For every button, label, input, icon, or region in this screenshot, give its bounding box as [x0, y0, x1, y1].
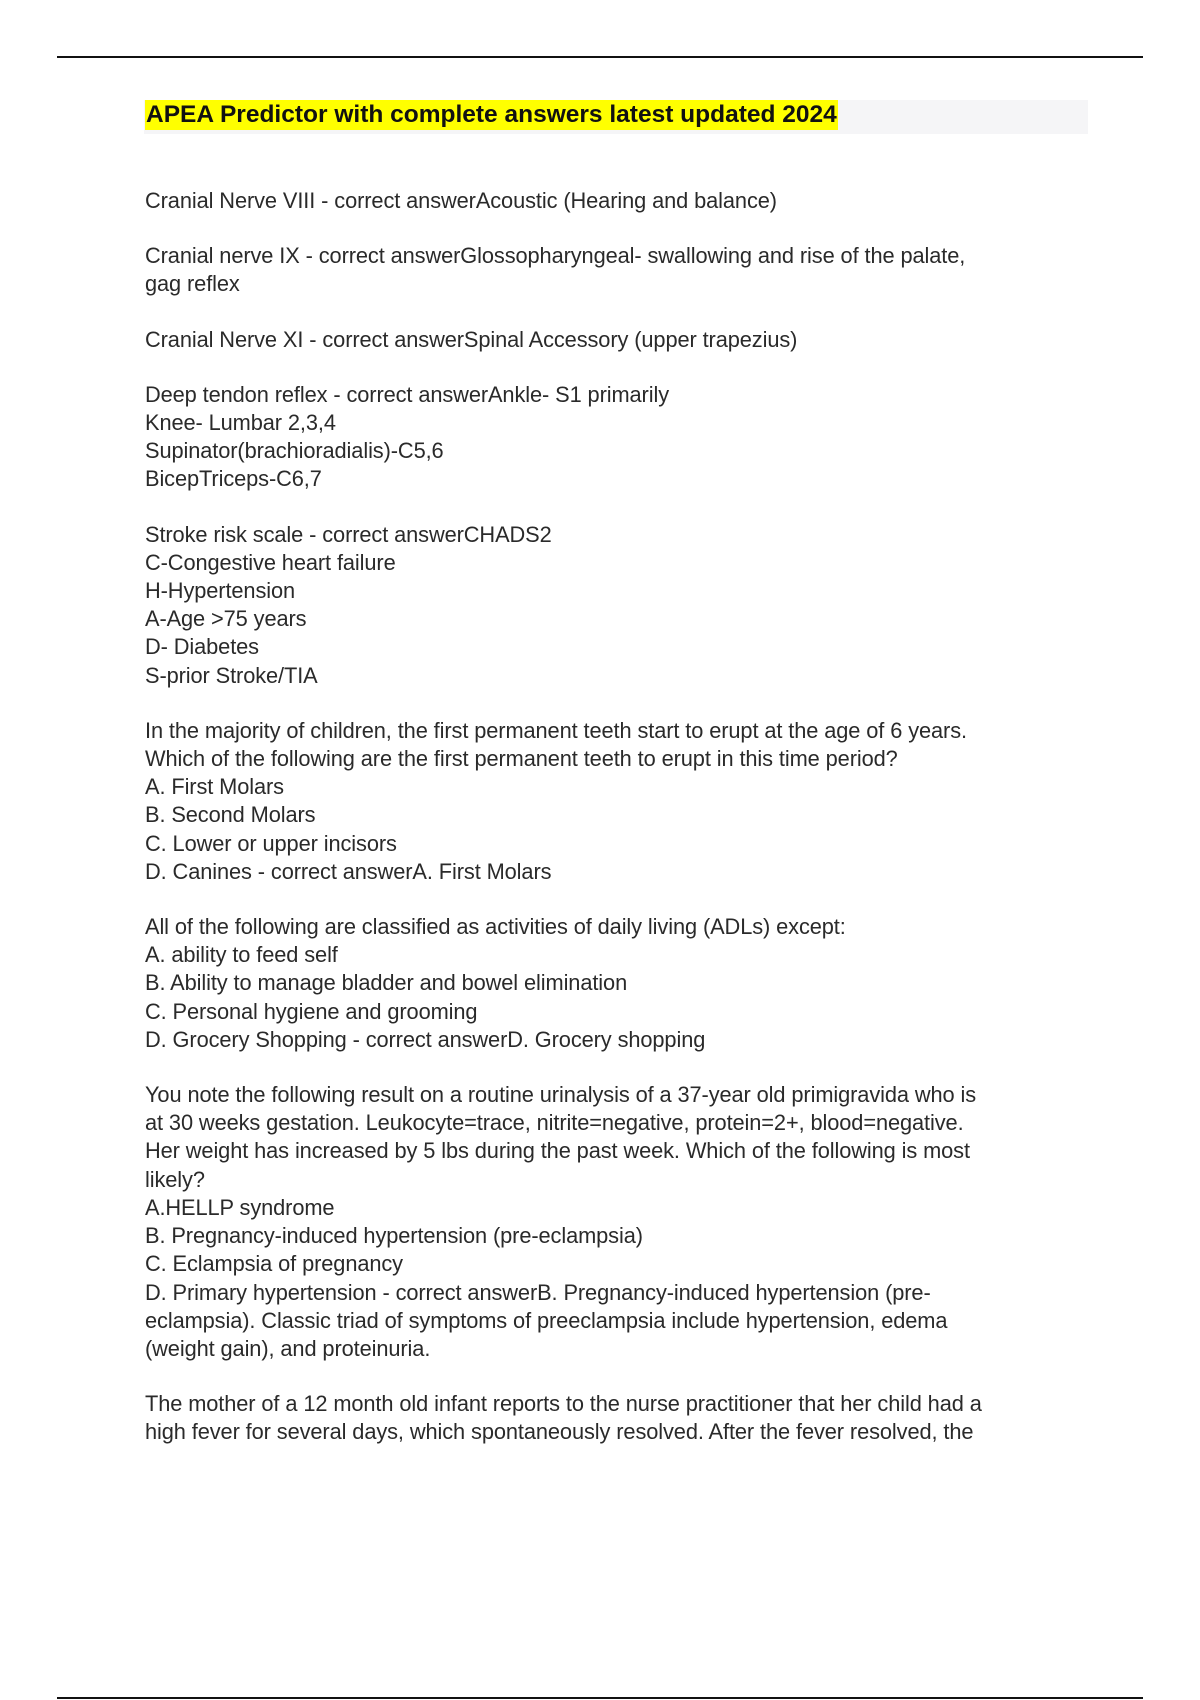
text-line: You note the following result on a routine urinalysis of a 37-year old primigravida who is — [145, 1082, 977, 1108]
text-line: gag reflex — [145, 271, 240, 297]
answer-option: D. Canines - correct answerA. First Molars — [145, 858, 552, 884]
text-line: C-Congestive heart failure — [145, 549, 396, 575]
text-line: In the majority of children, the first permanent teeth start to erupt at the age of 6 years. — [145, 717, 967, 743]
text-line: Cranial nerve IX - correct answerGlossopharyngeal- swallowing and rise of the palate, — [145, 243, 966, 269]
qa-entry-infant-fever — [145, 1390, 1095, 1446]
qa-entry-deep-tendon-reflex — [145, 381, 1095, 494]
answer-option: A. First Molars — [145, 774, 284, 800]
answer-option: B. Ability to manage bladder and bowel elimination — [145, 970, 628, 996]
qa-entry-urinalysis — [145, 1081, 1095, 1363]
qa-entry-stroke-risk-scale — [145, 521, 1095, 690]
text-line: Cranial Nerve VIII - correct answerAcoustic (Hearing and balance) — [145, 188, 777, 213]
text-line: (weight gain), and proteinuria. — [145, 1335, 431, 1361]
answer-option: D. Grocery Shopping - correct answerD. Grocery shopping — [145, 1026, 706, 1052]
answer-option: C. Lower or upper incisors — [145, 830, 397, 856]
qa-entry-cranial-nerve-ix — [145, 242, 1095, 298]
text-line: A-Age >75 years — [145, 606, 307, 632]
text-line: The mother of a 12 month old infant reports to the nurse practitioner that her child had a — [145, 1391, 982, 1417]
qa-entry-cranial-nerve-xi — [145, 326, 1095, 354]
text-line: Which of the following are the first permanent teeth to erupt in this time period? — [145, 746, 898, 772]
answer-option: B. Second Molars — [145, 802, 316, 828]
answer-option: D. Primary hypertension - correct answerB. Pregnancy-induced hypertension (pre- — [145, 1279, 931, 1305]
text-line: Her weight has increased by 5 lbs during the past week. Which of the following is most — [145, 1138, 970, 1164]
text-line: D- Diabetes — [145, 634, 259, 660]
text-line: Knee- Lumbar 2,3,4 — [145, 410, 336, 436]
text-line: eclampsia). Classic triad of symptoms of preeclampsia include hypertension, edema — [145, 1307, 948, 1333]
answer-option: A.HELLP syndrome — [145, 1194, 335, 1220]
qa-entry-adls — [145, 913, 1095, 1054]
text-line: S-prior Stroke/TIA — [145, 662, 318, 688]
text-line: Deep tendon reflex - correct answerAnkle- S1 primarily — [145, 381, 669, 407]
text-line: All of the following are classified as activities of daily living (ADLs) except: — [145, 914, 846, 940]
answer-option: C. Eclampsia of pregnancy — [145, 1251, 403, 1277]
document-body — [145, 187, 1095, 1474]
text-line: BicepTriceps-C6,7 — [145, 466, 322, 492]
text-line: likely? — [145, 1166, 205, 1192]
answer-option: A. ability to feed self — [145, 942, 338, 968]
text-line: at 30 weeks gestation. Leukocyte=trace, nitrite=negative, protein=2+, blood=negative. — [145, 1110, 964, 1136]
footer-rule — [57, 1697, 1143, 1699]
qa-entry-cranial-nerve-viii — [145, 187, 1095, 215]
header-rule — [57, 56, 1143, 58]
answer-option: C. Personal hygiene and grooming — [145, 998, 478, 1024]
text-line: high fever for several days, which spontaneously resolved. After the fever resolved, the — [145, 1419, 974, 1445]
document-title: APEA Predictor with complete answers latest updated 2024 — [146, 101, 837, 128]
text-line: Stroke risk scale - correct answerCHADS2 — [145, 521, 552, 547]
qa-entry-permanent-teeth — [145, 717, 1095, 886]
text-line: H-Hypertension — [145, 578, 296, 604]
text-line: Cranial Nerve XI - correct answerSpinal Accessory (upper trapezius) — [145, 326, 798, 352]
text-line: Supinator(brachioradialis)-C5,6 — [145, 438, 444, 464]
answer-option: B. Pregnancy-induced hypertension (pre-eclampsia) — [145, 1223, 643, 1249]
